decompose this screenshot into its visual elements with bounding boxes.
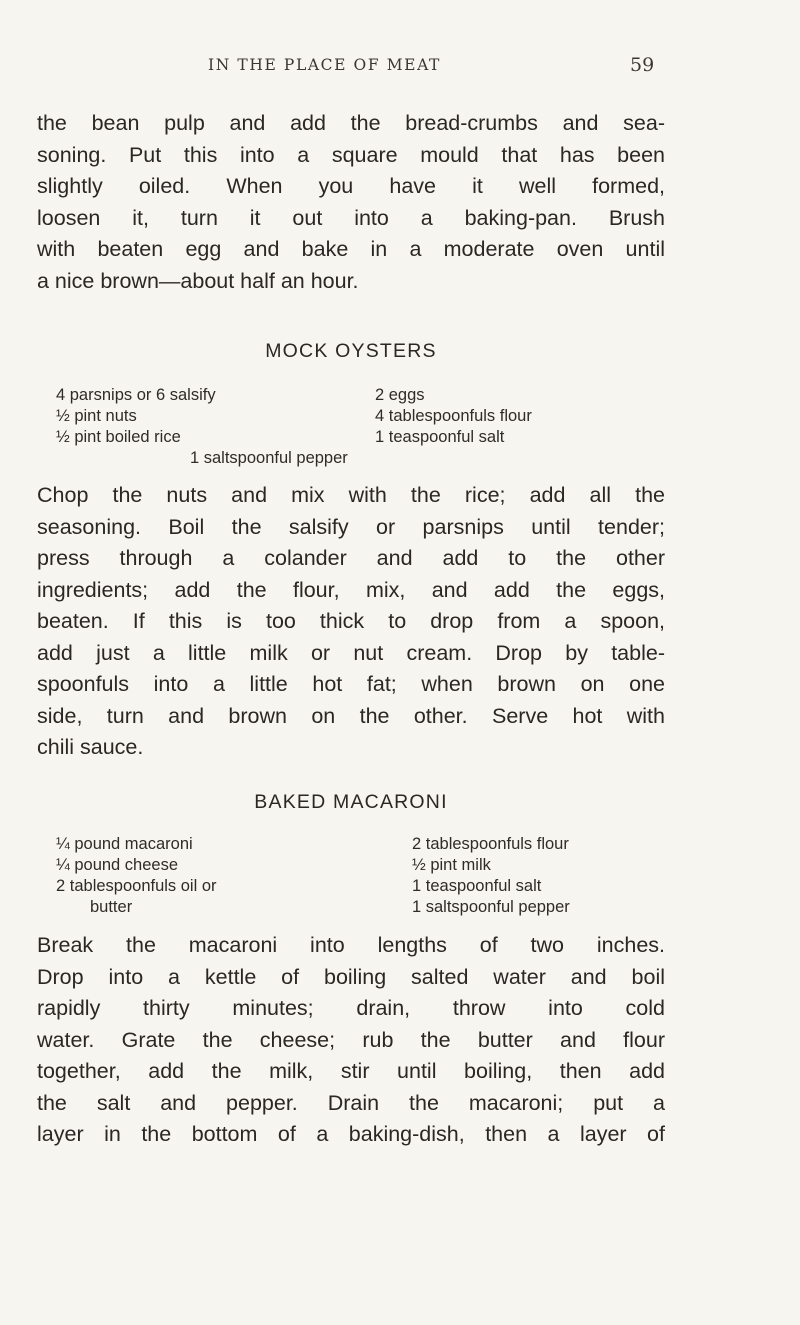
text-line: layer in the bottom of a baking-dish, then a layer of (37, 1122, 665, 1146)
ingredient: 2 tablespoonfuls flour (412, 835, 569, 853)
text-line: ingredients; add the flour, mix, and add the eggs, (37, 577, 665, 602)
running-head: IN THE PLACE OF MEAT (208, 56, 441, 74)
ingredient: 4 tablespoonfuls flour (375, 407, 532, 425)
text-line: a nice brown—about half an hour. (37, 268, 359, 293)
mock-oysters-method (37, 480, 665, 764)
text-line: the bean pulp and add the bread-crumbs and sea- (37, 111, 665, 135)
ingredient: 2 tablespoonfuls oil or (56, 877, 217, 895)
intro-paragraph (37, 108, 665, 297)
text-line: side, turn and brown on the other. Serve hot with (37, 703, 665, 728)
text-line: Break the macaroni into lengths of two inches. (37, 933, 665, 957)
text-line: seasoning. Boil the salsify or parsnips until tender; (37, 514, 665, 539)
ingredient: ¼ pound macaroni (56, 835, 193, 853)
ingredient: 1 teaspoonful salt (412, 877, 542, 895)
text-line: rapidly thirty minutes; drain, throw into cold (37, 996, 665, 1020)
ingredient: ½ pint milk (412, 856, 491, 874)
baked-macaroni-method (37, 930, 665, 1151)
text-line: add just a little milk or nut cream. Drop by table- (37, 640, 665, 665)
text-line: spoonfuls into a little hot fat; when brown on one (37, 672, 665, 696)
ingredient: 1 saltspoonful pepper (412, 898, 570, 916)
page-number: 59 (630, 54, 655, 76)
text-line: Chop the nuts and mix with the rice; add all the (37, 483, 665, 507)
recipe-title-baked-macaroni: BAKED MACARONI (254, 791, 448, 813)
ingredient: butter (90, 898, 133, 916)
text-line: loosen it, turn it out into a baking-pan. Brush (37, 205, 665, 230)
text-line: chili sauce. (37, 735, 144, 759)
text-line: Drop into a kettle of boiling salted water and boil (37, 964, 665, 989)
text-line: beaten. If this is too thick to drop from a spoon, (37, 609, 665, 633)
text-line: slightly oiled. When you have it well formed, (37, 174, 665, 198)
text-line: soning. Put this into a square mould that has been (37, 142, 665, 167)
ingredient: 2 eggs (375, 386, 425, 404)
text-line: the salt and pepper. Drain the macaroni; put a (37, 1090, 665, 1115)
ingredient: ½ pint nuts (56, 407, 137, 425)
text-line: press through a colander and add to the other (37, 546, 665, 570)
ingredient: ¼ pound cheese (56, 856, 179, 874)
ingredient: ½ pint boiled rice (56, 428, 181, 446)
text-line: water. Grate the cheese; rub the butter and flour (37, 1027, 665, 1052)
ingredient: 4 parsnips or 6 salsify (56, 386, 216, 404)
text-line: together, add the milk, stir until boiling, then add (37, 1059, 665, 1083)
text-line: with beaten egg and bake in a moderate oven until (37, 237, 665, 261)
ingredient: 1 saltspoonful pepper (190, 449, 348, 467)
recipe-title-mock-oysters: MOCK OYSTERS (265, 340, 437, 362)
ingredient: 1 teaspoonful salt (375, 428, 505, 446)
